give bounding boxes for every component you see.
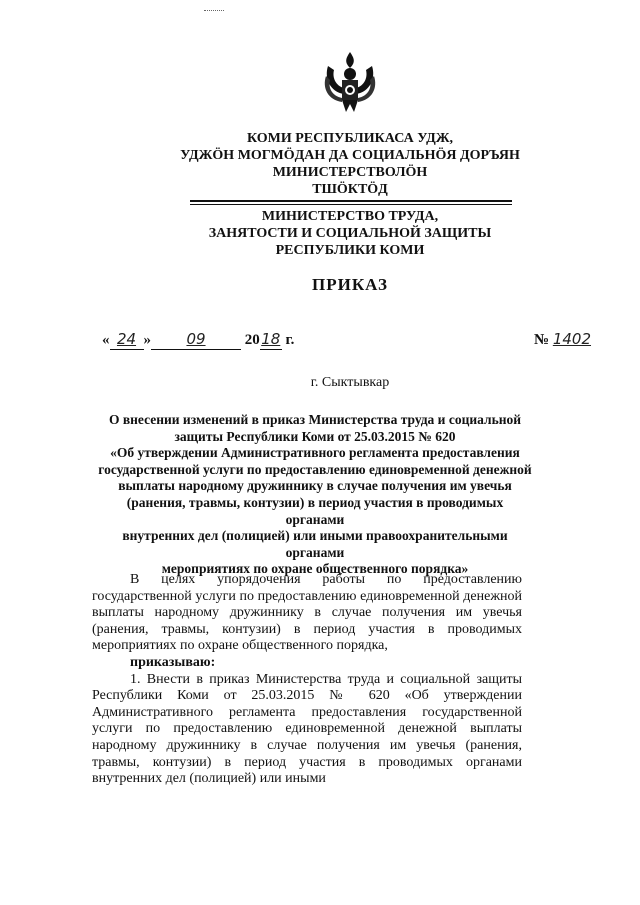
header-komi-line: КОМИ РЕСПУБЛИКАСА УДЖ,: [246, 131, 454, 146]
header-ru-line: РЕСПУБЛИКИ КОМИ: [275, 243, 425, 258]
number-label: №: [534, 332, 553, 348]
scan-mark: [204, 10, 224, 15]
header-ru-line: ЗАНЯТОСТИ И СОЦИАЛЬНОЙ ЗАЩИТЫ: [208, 226, 492, 241]
preamble-paragraph: В целях упорядочения работы по предоставлению государственной услуги по предоставлению единовременной денежной выплаты народному дружиннику в случае получения им увечья (ранения, травмы, контузии) в период участия в проводимых мероприятиях по охране общественного порядка,: [92, 572, 522, 654]
subject-line: «Об утверждении Административного регламента предоставления: [110, 445, 520, 461]
subject-line: защиты Республики Коми от 25.03.2015 № 620: [174, 428, 456, 444]
date-month: 09: [186, 330, 206, 348]
date-day: 24: [116, 330, 137, 348]
header-divider-thin: [190, 204, 512, 205]
subject-line: (ранения, травмы, контузии) в период участия в проводимых органами: [126, 494, 504, 527]
subject-line: государственной услуги по предоставлению единовременной денежной: [98, 461, 532, 477]
subject-line: выплаты народному дружиннику в случае получения им увечья: [118, 478, 512, 494]
subject-line: мероприятиях по охране общественного порядка»: [161, 561, 469, 577]
date-year-prefix: 20: [244, 332, 260, 348]
order-body: [92, 572, 522, 788]
document-type-title: ПРИКАЗ: [312, 275, 388, 294]
subject-line: внутренних дел (полицией) или иными правоохранительными органами: [122, 528, 508, 560]
order-subject: [96, 412, 534, 578]
order-word: приказываю:: [130, 654, 216, 670]
header-ru-line: МИНИСТЕРСТВО ТРУДА,: [261, 209, 439, 224]
city-name: г. Сыктывкар: [310, 375, 390, 390]
subject-line: О внесении изменений в приказ Министерства труда и социальной: [108, 412, 522, 427]
header-komi-line: УДЖÖН МОГМÖДАН ДА СОЦИАЛЬНÖЯ ДОРЪЯН: [180, 148, 520, 163]
coat-of-arms-emblem: [322, 48, 378, 114]
date-open-quote: «: [102, 332, 110, 348]
date-close-quote: »: [143, 332, 151, 348]
number-value: 1402: [552, 330, 592, 348]
date-suffix: г.: [281, 332, 295, 348]
header-komi-line: ТШÖКТÖД: [312, 182, 388, 197]
header-komi-line: МИНИСТЕРСТВОЛÖН: [272, 165, 428, 180]
order-date: [102, 330, 294, 350]
date-year-suffix: 18: [261, 330, 281, 348]
header-divider-thick: [190, 200, 512, 202]
header-komi: [150, 130, 550, 198]
header-russian: [150, 208, 550, 259]
order-number: [534, 330, 591, 349]
item-1-paragraph: 1. Внести в приказ Министерства труда и социальной защиты Республики Коми от 25.03.2015 № 620 «Об утверждении Административного регламента предоставления государственной услуги по предоставлению единовременной денежной выплаты народному дружиннику в случае получения им увечья (ранения, травмы, контузии) в период участия в проводимых органами внутренних дел (полицией) или иными: [92, 671, 522, 787]
